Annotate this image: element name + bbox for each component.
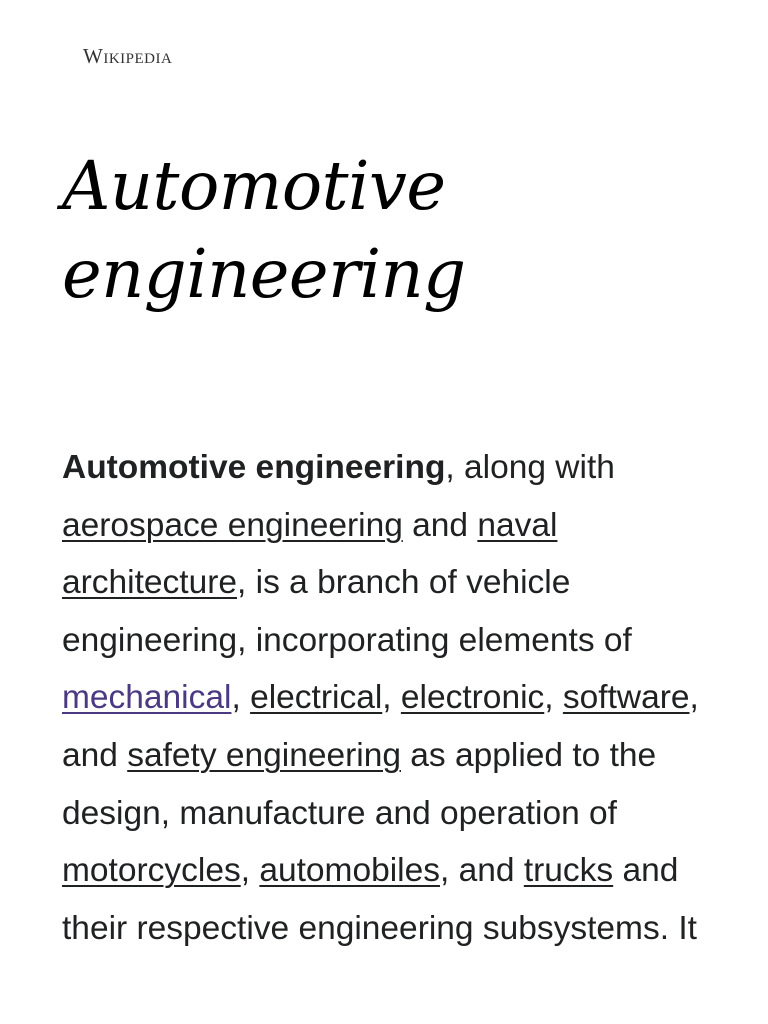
paragraph-text: , and [62, 679, 699, 774]
link-mechanical[interactable]: mechanical [62, 679, 232, 717]
paragraph-text: , along with [445, 449, 615, 486]
page-title-line-1: Automotive [62, 147, 446, 225]
link-motorcycles[interactable]: motorcycles [62, 852, 241, 890]
article-intro-paragraph [62, 439, 722, 957]
wikipedia-logo[interactable]: Wikipedia [83, 44, 173, 68]
link-electrical[interactable]: electrical [250, 679, 383, 717]
link-electronic[interactable]: electronic [400, 679, 545, 717]
link-naval-architecture[interactable]: naval architecture [62, 506, 558, 602]
link-software[interactable]: software [562, 679, 690, 717]
link-trucks[interactable]: trucks [523, 852, 614, 890]
paragraph-text: , is a branch of vehicle engineering, incorporating elements of [62, 564, 632, 659]
page-title-line-2: engineering [62, 235, 466, 313]
paragraph-text: , and [439, 852, 524, 890]
paragraph-text: , [544, 679, 563, 717]
link-automobiles[interactable]: automobiles [259, 852, 440, 890]
paragraph-text: , [231, 679, 251, 717]
paragraph-text: , [382, 679, 401, 717]
bold-term: Automotive engineering [62, 449, 446, 486]
link-safety-engineering[interactable]: safety engineering [127, 736, 401, 774]
paragraph-text: and their respective engineering subsystems. It [62, 852, 697, 947]
paragraph-text: , [240, 852, 260, 890]
page-title [62, 142, 682, 318]
link-aerospace-engineering[interactable]: aerospace engineering [62, 506, 403, 544]
paragraph-text: and [402, 506, 478, 544]
paragraph-text: as applied to the design, manufacture and operation of [62, 736, 657, 832]
